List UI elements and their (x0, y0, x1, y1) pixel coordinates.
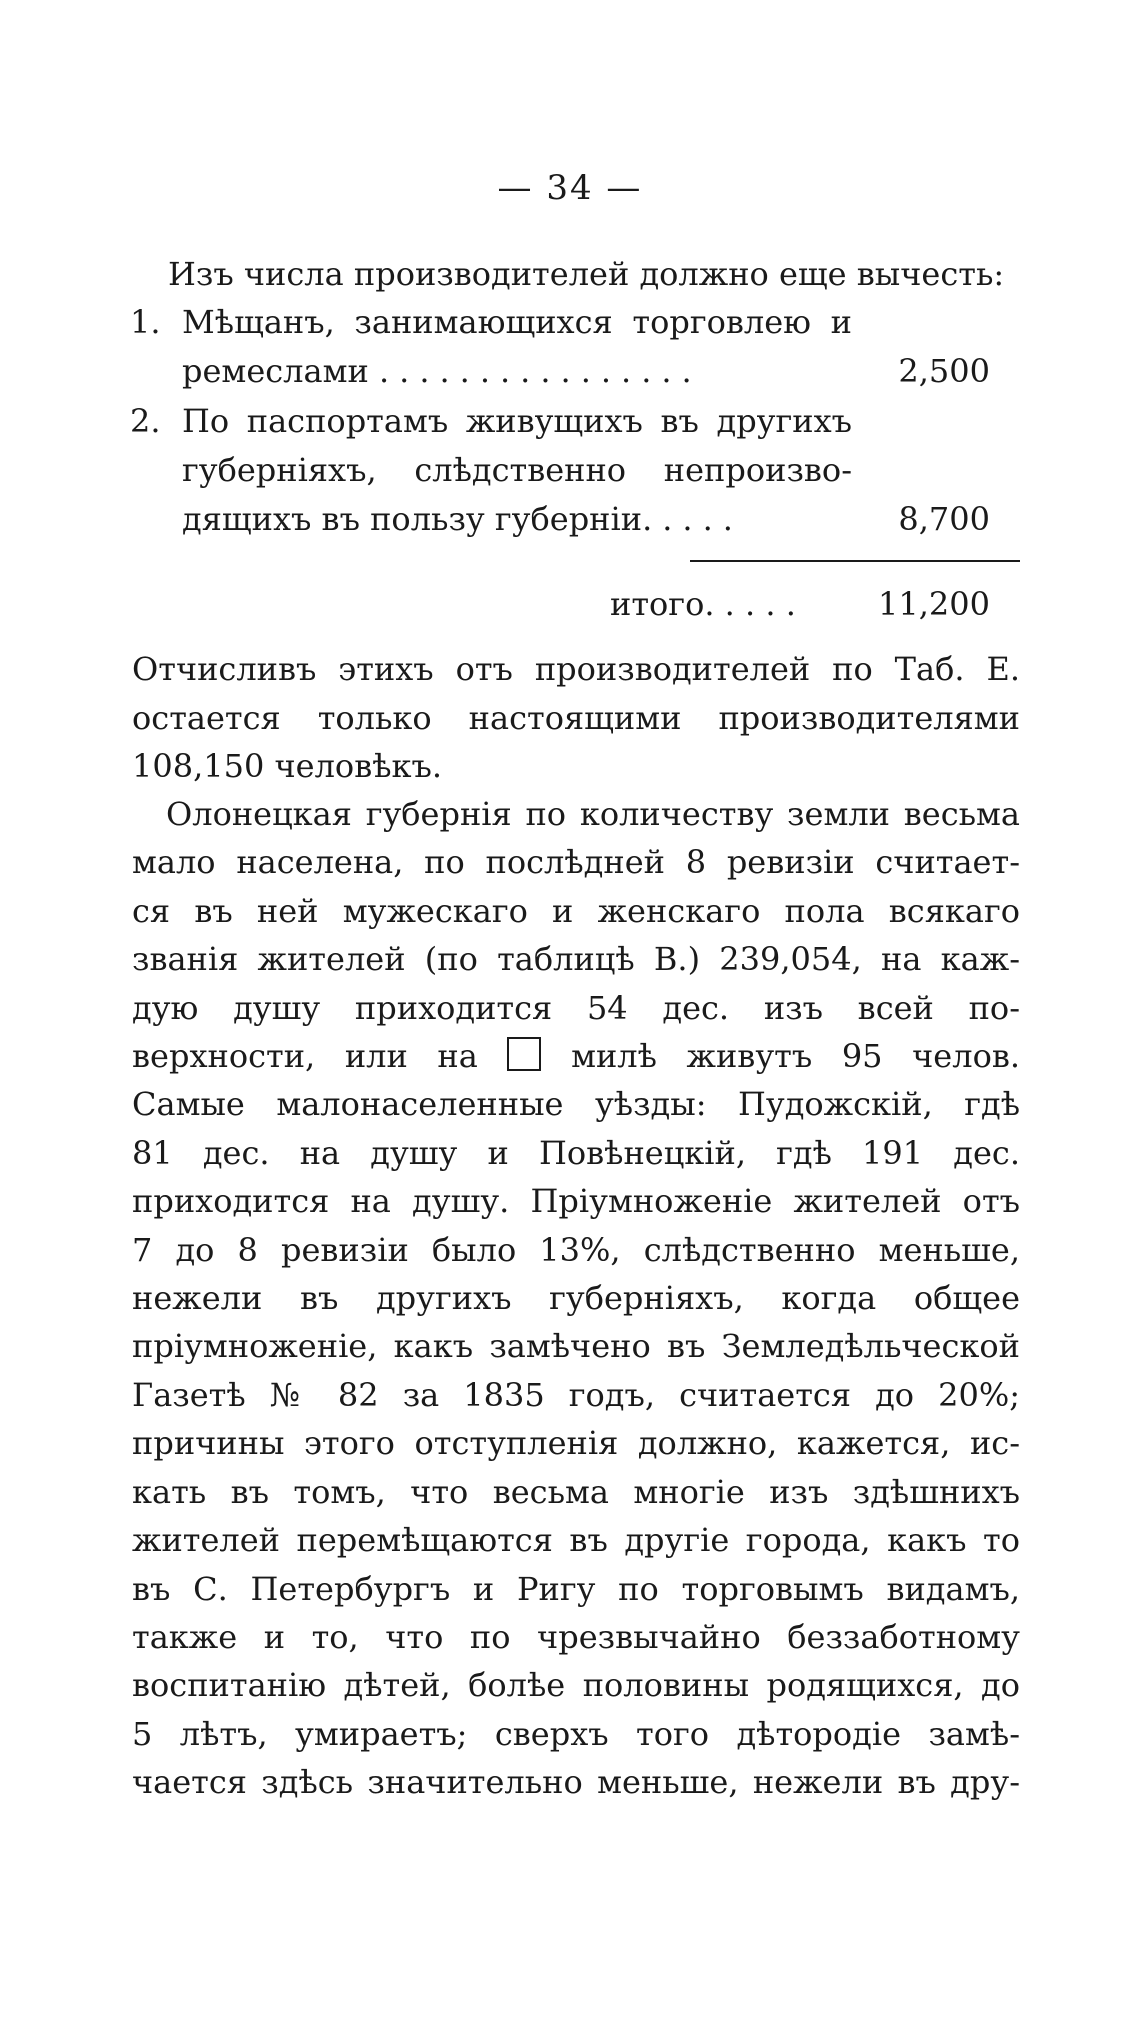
deduction-line (182, 347, 852, 396)
text-line: 5 лѣтъ, умираетъ; сверхъ того дѣтородіе замѣ- (132, 1714, 1020, 1753)
text-line: пріумноженіе, какъ замѣчено въ Земледѣльческой (132, 1327, 1020, 1366)
deduction-number: 2. (130, 402, 161, 440)
text-line: приходится на душу. Пріумноженіе жителей отъ (132, 1182, 1020, 1221)
dot-leader: ..... (642, 500, 743, 538)
page-number: — 34 — (497, 168, 643, 208)
text-line: чается здѣсь значительно меньше, нежели въ дру- (132, 1763, 1020, 1802)
deduction-value: 8,700 (898, 500, 990, 538)
text-line (132, 1032, 1020, 1080)
total-value: 11,200 (878, 585, 990, 623)
text-line: мало населена, по послѣдней 8 ревизіи считает- (132, 843, 1020, 882)
deduction-text (182, 298, 852, 396)
text-line: званія жителей (по таблицѣ В.) 239,054, на каж- (132, 940, 1020, 979)
text-line: кать въ томъ, что весьма многіе изъ здѣшнихъ (132, 1472, 1020, 1511)
text-line: дую душу приходится 54 дес. изъ всей по- (132, 988, 1020, 1027)
deductions-intro: Изъ числа производителей должно еще вычесть: (168, 255, 1005, 293)
paragraph-1 (132, 645, 1020, 791)
paragraph-2 (132, 790, 1020, 1807)
text-line: жителей перемѣщаются въ другіе города, какъ то (132, 1521, 1020, 1560)
deduction-line-text: ремеслами (182, 352, 369, 390)
deduction-line: Мѣщанъ, занимающихся торговлею и (182, 303, 852, 341)
deduction-line (182, 495, 852, 544)
dot-leader: ................ (378, 352, 702, 390)
deduction-line-text: дящихъ въ пользу губерніи (182, 500, 643, 538)
text-line: нежели въ другихъ губерніяхъ, когда общее (132, 1279, 1020, 1318)
text-line: 7 до 8 ревизіи было 13%, слѣдственно меньше, (132, 1230, 1020, 1269)
deduction-text (182, 397, 852, 544)
text-line: Газетѣ № 82 за 1835 годъ, считается до 20%; (132, 1375, 1020, 1414)
text-line: 108,150 человѣкъ. (132, 747, 443, 785)
deduction-line: губерніяхъ, слѣдственно непроизво- (182, 451, 852, 489)
text-fragment: милѣ живутъ 95 челов. (571, 1037, 1021, 1076)
square-mile-icon (507, 1037, 541, 1071)
text-line: остается только настоящими производителями (132, 698, 1020, 737)
text-line: причины этого отступленія должно, кажется, ис- (132, 1424, 1020, 1463)
sum-rule (690, 560, 1020, 562)
text-line: въ С. Петербургъ и Ригу по торговымъ видамъ, (132, 1569, 1020, 1608)
text-line: Олонецкая губернія по количеству земли весьма (166, 795, 1020, 833)
text-line: Самые малонаселенные уѣзды: Пудожскій, гдѣ (132, 1085, 1020, 1124)
text-line: Отчисливъ этихъ отъ производителей по Таб. Е. (132, 650, 1020, 688)
deduction-line: По паспортамъ живущихъ въ другихъ (182, 402, 852, 440)
deduction-number: 1. (130, 303, 161, 341)
total-label: итого. . . . . (610, 585, 796, 623)
text-line: 81 дес. на душу и Повѣнецкій, гдѣ 191 дес. (132, 1133, 1020, 1172)
text-fragment: верхности, или на (132, 1037, 478, 1076)
text-line: ся въ ней мужескаго и женскаго пола всякаго (132, 891, 1020, 930)
text-line: воспитанію дѣтей, болѣе половины родящихся, до (132, 1666, 1020, 1705)
text-line: также и то, что по чрезвычайно беззаботному (132, 1617, 1020, 1656)
deduction-value: 2,500 (898, 352, 990, 390)
